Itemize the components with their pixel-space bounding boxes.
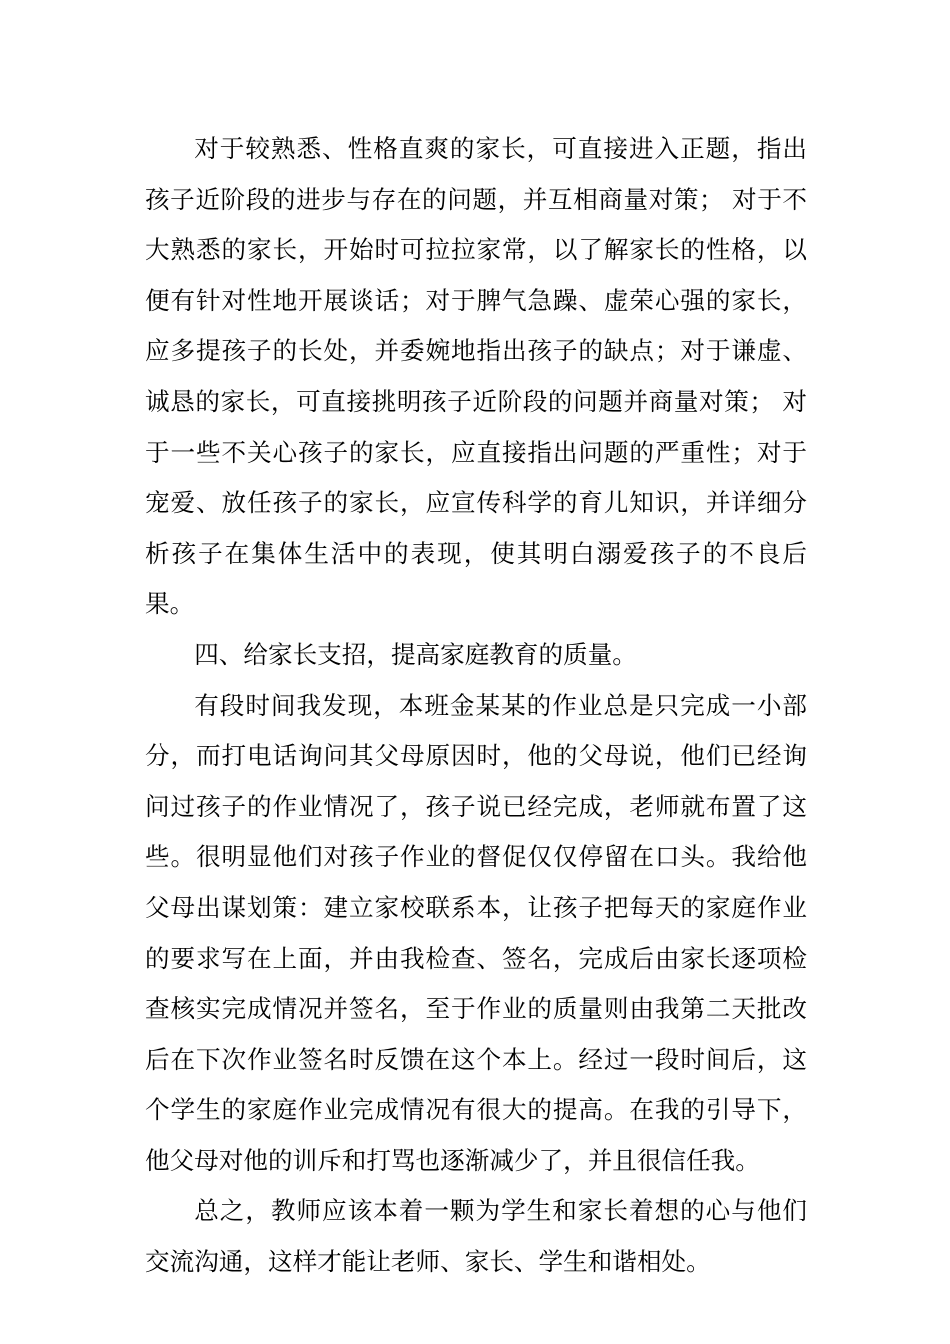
paragraph-conclusion: 总之，教师应该本着一颗为学生和家长着想的心与他们交流沟通，这样才能让老师、家长、学生和谐相处。: [145, 1196, 807, 1277]
section-heading-four: 四、给家长支招，提高家庭教育的质量。: [194, 639, 637, 669]
document-page: [145, 124, 807, 1288]
paragraph-parent-communication-strategies: 对于较熟悉、性格直爽的家长，可直接进入正题，指出孩子近阶段的进步与存在的问题，并互相商量对策； 对于不大熟悉的家长，开始时可拉拉家常，以了解家长的性格，以便有针对性地开展谈话；对于脾气急躁、虚荣心强的家长，应多提孩子的长处，并委婉地指出孩子的缺点；对于谦虚、诚恳的家长，可直接挑明孩子近阶段的问题并商量对策； 对于一些不关心孩子的家长，应直接指出问题的严重性；对于宠爱、放任孩子的家长，应宣传科学的育儿知识，并详细分析孩子在集体生活中的表现，使其明白溺爱孩子的不良后果。: [145, 134, 807, 619]
paragraph-homework-example: 有段时间我发现，本班金某某的作业总是只完成一小部分，而打电话询问其父母原因时，他的父母说，他们已经询问过孩子的作业情况了，孩子说已经完成，老师就布置了这些。很明显他们对孩子作业的督促仅仅停留在口头。我给他父母出谋划策：建立家校联系本，让孩子把每天的家庭作业的要求写在上面，并由我检查、签名，完成后由家长逐项检查核实完成情况并签名，至于作业的质量则由我第二天批改后在下次作业签名时反馈在这个本上。经过一段时间后，这个学生的家庭作业完成情况有很大的提高。在我的引导下，他父母对他的训斥和打骂也逐渐减少了，并且很信任我。: [145, 690, 807, 1175]
